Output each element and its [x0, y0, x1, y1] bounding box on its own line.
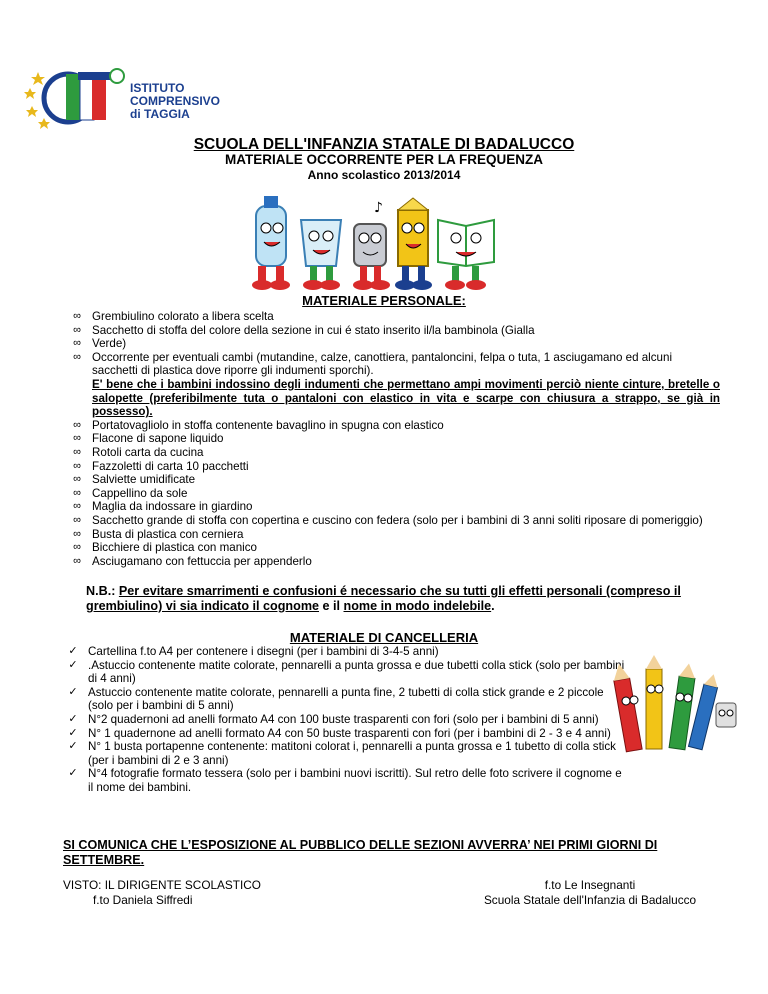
note-text-c: nome in modo indelebile [343, 599, 492, 613]
list-item: ∞ Grembiulino colorato a libera scelta [70, 310, 720, 324]
check-mark-icon: ✓ [68, 767, 78, 780]
recycling-mascots-illustration [226, 190, 516, 292]
logo-text [130, 82, 220, 121]
note-text-d: . [491, 599, 495, 613]
yellow-pencil-icon [646, 655, 663, 749]
stationery-list [66, 645, 626, 795]
svg-text:♪: ♪ [374, 200, 383, 216]
red-pencil-icon [612, 662, 642, 751]
clothing-advice: E' bene che i bambini indossino degli indumenti che permettano ampi movimenti perciò niente cinture, bretelle o salopette (preferibilmente tuta o pantaloni con elastico in vita e scarpe con chiusura a strappo, se già in possesso). [92, 377, 720, 419]
list-item: ∞ Occorrente per eventuali cambi (mutandine, calze, canottiera, pantaloncini, felpa o tuta, 1 asciugamano ed alcuni sacchetti di plastica dove riporre gli indumenti sporchi). E' bene che i bambini indossino degli indumenti che permettano ampi movimenti perciò niente cinture, bretelle o salopette (preferibilmente tuta o pantaloni con elastico in vita e scarpe con chiusura a strappo, se già in possesso). [70, 351, 720, 419]
teachers-title: f.to Le Insegnanti [544, 878, 636, 892]
school-year: Anno scolastico 2013/2014 [307, 168, 461, 182]
note-prefix: N.B.: [86, 584, 119, 598]
glass-mascot-icon [301, 220, 341, 290]
list-item: ✓ Cartellina f.to A4 per contenere i disegni (per i bambini di 3-4-5 anni) [66, 645, 626, 659]
sharpener-icon [716, 703, 736, 727]
logo-line-1: ISTITUTO [130, 81, 185, 95]
carton-mascot-icon [395, 198, 432, 290]
principal-name: f.to Daniela Siffredi [93, 893, 193, 907]
list-item: ✓ .Astuccio contenente matite colorate, pennarelli a punta grossa e due tubetti colla stick (solo per bambini di 4 anni) [66, 659, 626, 686]
list-item: ✓ N° 1 quadernone ad anelli formato A4 con 50 buste trasparenti con fori (per i bambini di 2 - 3 e 4 anni) [66, 727, 626, 741]
list-item: ∞ Verde) [70, 337, 720, 351]
important-note [86, 584, 736, 614]
teachers-signature [470, 878, 710, 908]
list-item: ✓ N°2 quadernoni ad anelli formato A4 con 100 buste trasparenti con fori (solo per i bambini di 5 anni) [66, 713, 626, 727]
list-item: ∞ Maglia da indossare in giardino [70, 500, 720, 514]
check-mark-icon: ✓ [68, 645, 78, 657]
list-item: ✓ N° 1 busta portapenne contenente: matitoni colorat i, pennarelli a punta grossa e 1 tubetto di colla stick (per i bambini di 2 e 3 anni) [66, 740, 626, 767]
list-item: ∞ Rotoli carta da cucina [70, 446, 720, 460]
list-item: ∞ Fazzoletti di carta 10 pacchetti [70, 460, 720, 474]
infinity-bullet-icon: ∞ [73, 459, 81, 472]
principal-title: VISTO: IL DIRIGENTE SCOLASTICO [63, 878, 261, 892]
personal-list [70, 310, 720, 568]
stationery-heading: MATERIALE DI CANCELLERIA [289, 630, 479, 645]
principal-signature [63, 878, 261, 908]
personal-heading: MATERIALE PERSONALE: [302, 293, 466, 308]
teachers-school: Scuola Statale dell'Infanzia di Badalucco [483, 893, 697, 907]
list-item: ∞ Portatovagliolo in stoffa contenente bavaglino in spugna con elastico [70, 419, 720, 433]
note-text-a: Per evitare smarrimenti e confusioni é necessario che su tutti gli effetti personali (compreso il grembiulino) vi sia indicato il cognome [86, 584, 681, 613]
infinity-bullet-icon: ∞ [73, 500, 81, 513]
infinity-bullet-icon: ∞ [73, 445, 81, 458]
list-item: ∞ Asciugamano con fettuccia per appenderlo [70, 555, 720, 569]
list-item: ∞ Salviette umidificate [70, 473, 720, 487]
list-item: ∞ Sacchetto grande di stoffa con copertina e cuscino con federa (solo per i bambini di 3 anni soliti riposare di pomeriggio) [70, 514, 720, 528]
check-mark-icon: ✓ [68, 685, 78, 698]
pencils-illustration [612, 655, 740, 763]
bottle-mascot-icon [252, 196, 290, 290]
infinity-bullet-icon: ∞ [73, 310, 81, 322]
logo-line-2: COMPRENSIVO [130, 94, 221, 108]
exhibition-notice: SI COMUNICA CHE L’ESPOSIZIONE AL PUBBLICO DELLE SEZIONI AVVERRA’ NEI PRIMI GIORNI DI SETTEMBRE. [63, 838, 658, 867]
infinity-bullet-icon: ∞ [73, 473, 81, 486]
school-title-text: SCUOLA DELL'INFANZIA STATALE DI BADALUCCO [193, 136, 575, 153]
check-mark-icon: ✓ [68, 658, 78, 671]
list-item: ✓ Astuccio contenente matite colorate, pennarelli a punta fine, 2 tubetti di colla stick grande e 2 piccole (solo per i bambini di 5 anni) [66, 686, 626, 713]
infinity-bullet-icon: ∞ [73, 541, 81, 554]
list-item: ∞ Sacchetto di stoffa del colore della sezione in cui é stato inserito il/la bambinola (Gialla [70, 324, 720, 338]
infinity-bullet-icon: ∞ [73, 337, 81, 350]
can-mascot-icon [353, 224, 390, 290]
list-item: ∞ Flacone di sapone liquido [70, 432, 720, 446]
school-logo [20, 58, 220, 130]
infinity-bullet-icon: ∞ [73, 527, 81, 540]
list-item: ∞ Cappellino da sole [70, 487, 720, 501]
logo-line-3: di TAGGIA [130, 107, 190, 121]
check-mark-icon: ✓ [68, 726, 78, 739]
book-mascot-icon [438, 220, 494, 290]
check-mark-icon: ✓ [68, 740, 78, 753]
infinity-bullet-icon: ∞ [73, 486, 81, 499]
note-text-b: e il [319, 599, 344, 613]
list-item: ∞ Busta di plastica con cerniera [70, 528, 720, 542]
infinity-bullet-icon: ∞ [73, 554, 81, 567]
check-mark-icon: ✓ [68, 712, 78, 725]
infinity-bullet-icon: ∞ [73, 323, 81, 336]
list-item: ∞ Bicchiere di plastica con manico [70, 541, 720, 555]
document-subtitle: MATERIALE OCCORRENTE PER LA FREQUENZA [224, 152, 543, 167]
infinity-bullet-icon: ∞ [73, 432, 81, 445]
infinity-bullet-icon: ∞ [73, 418, 81, 431]
infinity-bullet-icon: ∞ [73, 513, 81, 526]
logo-emblem-icon [20, 58, 130, 130]
list-item: ✓ N°4 fotografie formato tessera (solo per i bambini nuovi iscritti). Sul retro delle foto scrivere il cognome e il nome dei bambini. [66, 767, 626, 794]
infinity-bullet-icon: ∞ [73, 350, 81, 363]
